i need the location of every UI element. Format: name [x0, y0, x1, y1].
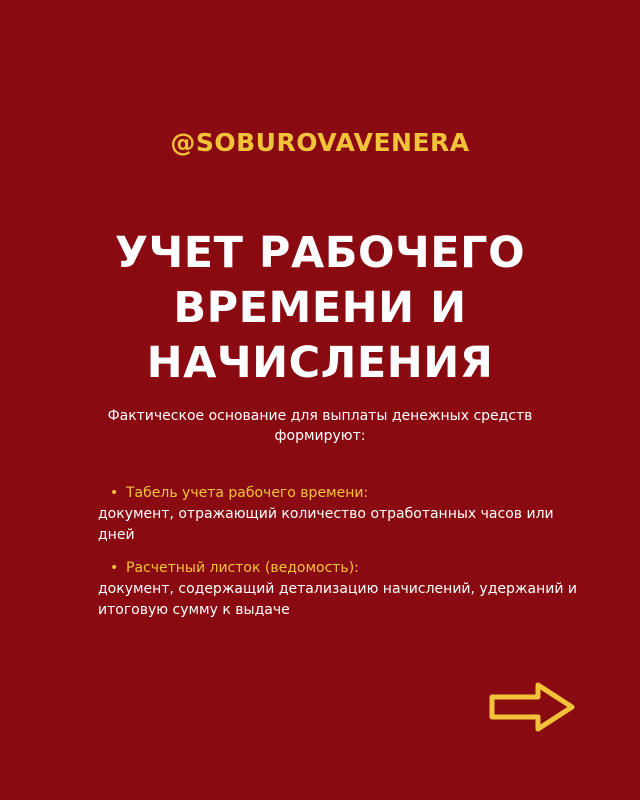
bullet-icon: • — [110, 560, 119, 576]
bullet-icon: • — [110, 485, 119, 501]
list-item-title — [98, 483, 578, 504]
list-item-description: документ, отражающий количество отработанных часов или дней — [98, 506, 554, 543]
intro-text: Фактическое основание для выплаты денежных средств формируют: — [107, 408, 533, 444]
title-line-1: УЧЕТ РАБОЧЕГО — [114, 228, 526, 278]
right-arrow-icon[interactable] — [488, 680, 578, 734]
title-line-3: НАЧИСЛЕНИЯ — [146, 338, 494, 388]
list-item-description: документ, содержащий детализацию начислений, удержаний и итоговую сумму к выдаче — [98, 581, 577, 618]
title-line-2: ВРЕМЕНИ И — [173, 283, 467, 333]
list-item-title-text: Табель учета рабочего времени: — [126, 485, 369, 501]
list-item-title-text: Расчетный листок (ведомость): — [126, 560, 359, 576]
list-item — [98, 558, 578, 621]
list-item — [98, 483, 578, 546]
list-item-title — [98, 558, 578, 579]
page-title — [0, 226, 640, 391]
account-handle: @SOBUROVAVENERA — [170, 128, 470, 157]
